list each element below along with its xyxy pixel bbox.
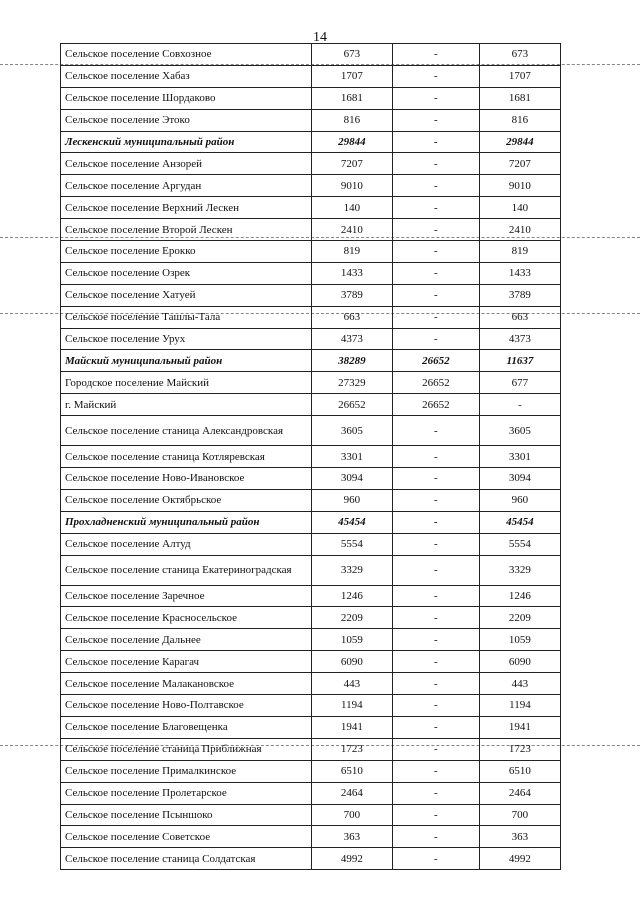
settlement-name-cell: Сельское поселение Заречное [61,585,312,607]
district-row [61,511,561,533]
settlement-name-cell: Сельское поселение Верхний Лескен [61,197,312,219]
rural-cell: 29844 [479,131,560,153]
table-row [61,738,561,760]
total-cell: 1681 [311,87,392,109]
total-cell: 6510 [311,760,392,782]
table-row [61,306,561,328]
urban-cell: - [392,782,479,804]
rural-cell: 140 [479,197,560,219]
rural-cell: 363 [479,826,560,848]
urban-cell: - [392,489,479,511]
table-row [61,804,561,826]
urban-cell: - [392,131,479,153]
settlement-name-cell: Сельское поселение Хабаз [61,65,312,87]
urban-cell: - [392,306,479,328]
table-row [61,87,561,109]
table-row [61,607,561,629]
total-cell: 1059 [311,629,392,651]
table-row [61,555,561,585]
total-cell: 1723 [311,738,392,760]
urban-cell: - [392,109,479,131]
total-cell: 700 [311,804,392,826]
rural-cell: 1681 [479,87,560,109]
settlement-name-cell: Сельское поселение Озрек [61,262,312,284]
settlement-name-cell: Сельское поселение Шордаково [61,87,312,109]
settlement-name-cell: Сельское поселение станица Екатериноградская [61,555,312,585]
table-row [61,372,561,394]
rural-cell: 673 [479,44,560,66]
urban-cell: - [392,607,479,629]
settlement-name-cell: Сельское поселение Алтуд [61,533,312,555]
table-row [61,585,561,607]
total-cell: 1433 [311,262,392,284]
urban-cell: - [392,262,479,284]
total-cell: 29844 [311,131,392,153]
total-cell: 663 [311,306,392,328]
rural-cell: 3789 [479,284,560,306]
rural-cell: 700 [479,804,560,826]
settlement-name-cell: Сельское поселение Анзорей [61,153,312,175]
rural-cell: 960 [479,489,560,511]
page-number: 14 [313,30,327,45]
urban-cell: - [392,585,479,607]
settlement-name-cell: Сельское поселение Карагач [61,651,312,673]
urban-cell: - [392,65,479,87]
population-table [60,43,561,870]
urban-cell: - [392,284,479,306]
total-cell: 2464 [311,782,392,804]
total-cell: 45454 [311,511,392,533]
total-cell: 1707 [311,65,392,87]
rural-cell: 45454 [479,511,560,533]
total-cell: 3329 [311,555,392,585]
table-row [61,262,561,284]
rural-cell: 9010 [479,175,560,197]
settlement-name-cell: Сельское поселение Совхозное [61,44,312,66]
settlement-name-cell: Сельское поселение станица Котляревская [61,446,312,468]
urban-cell: - [392,738,479,760]
total-cell: 26652 [311,394,392,416]
rural-cell: 6510 [479,760,560,782]
settlement-name-cell: Сельское поселение Дальнее [61,629,312,651]
rural-cell: 3605 [479,416,560,446]
table-row [61,533,561,555]
district-row [61,131,561,153]
settlement-name-cell: Сельское поселение Ташлы-Тала [61,306,312,328]
urban-cell: - [392,446,479,468]
settlement-name-cell: Сельское поселение Благовещенка [61,716,312,738]
settlement-name-cell: Прохладненский муниципальный район [61,511,312,533]
urban-cell: - [392,651,479,673]
table-row [61,175,561,197]
settlement-name-cell: Сельское поселение Ново-Полтавское [61,695,312,717]
settlement-name-cell: Сельское поселение Хатуей [61,284,312,306]
urban-cell: - [392,328,479,350]
district-row [61,350,561,372]
urban-cell: - [392,804,479,826]
settlement-name-cell: Сельское поселение Ерокко [61,241,312,263]
settlement-name-cell: Сельское поселение станица Александровская [61,416,312,446]
total-cell: 2410 [311,219,392,241]
table-body [61,44,561,870]
table-row [61,489,561,511]
table-row [61,468,561,490]
rural-cell: 819 [479,241,560,263]
rural-cell: 11637 [479,350,560,372]
total-cell: 7207 [311,153,392,175]
total-cell: 1246 [311,585,392,607]
settlement-name-cell: Сельское поселение Урух [61,328,312,350]
table-row [61,44,561,66]
table-row [61,153,561,175]
rural-cell: 2410 [479,219,560,241]
total-cell: 9010 [311,175,392,197]
rural-cell: 816 [479,109,560,131]
table-row [61,65,561,87]
settlement-name-cell: Сельское поселение Малакановское [61,673,312,695]
table-row [61,673,561,695]
total-cell: 27329 [311,372,392,394]
rural-cell: 443 [479,673,560,695]
settlement-name-cell: Сельское поселение Этоко [61,109,312,131]
table-row [61,241,561,263]
table-row [61,716,561,738]
urban-cell: - [392,695,479,717]
table-row [61,695,561,717]
table-row [61,416,561,446]
total-cell: 5554 [311,533,392,555]
rural-cell: 1246 [479,585,560,607]
urban-cell: - [392,760,479,782]
settlement-name-cell: Сельское поселение станица Солдатская [61,848,312,870]
settlement-name-cell: Сельское поселение Ново-Ивановское [61,468,312,490]
table-row [61,826,561,848]
urban-cell: - [392,848,479,870]
total-cell: 3301 [311,446,392,468]
total-cell: 140 [311,197,392,219]
settlement-name-cell: Сельское поселение Пролетарское [61,782,312,804]
total-cell: 3789 [311,284,392,306]
rural-cell: 1433 [479,262,560,284]
rural-cell: 2209 [479,607,560,629]
total-cell: 1941 [311,716,392,738]
total-cell: 816 [311,109,392,131]
urban-cell: - [392,175,479,197]
urban-cell: - [392,219,479,241]
total-cell: 363 [311,826,392,848]
total-cell: 4992 [311,848,392,870]
total-cell: 3605 [311,416,392,446]
settlement-name-cell: Сельское поселение Красносельское [61,607,312,629]
settlement-name-cell: Сельское поселение Октябрьское [61,489,312,511]
urban-cell: - [392,87,479,109]
rural-cell: 6090 [479,651,560,673]
settlement-name-cell: Сельское поселение Советское [61,826,312,848]
total-cell: 443 [311,673,392,695]
rural-cell: 3094 [479,468,560,490]
rural-cell: 3301 [479,446,560,468]
rural-cell: 3329 [479,555,560,585]
urban-cell: - [392,153,479,175]
rural-cell: 4992 [479,848,560,870]
settlement-name-cell: Лескенский муниципальный район [61,131,312,153]
urban-cell: - [392,533,479,555]
total-cell: 673 [311,44,392,66]
table-row [61,629,561,651]
settlement-name-cell: Городское поселение Майский [61,372,312,394]
urban-cell: - [392,241,479,263]
table-row [61,284,561,306]
table-row [61,848,561,870]
total-cell: 2209 [311,607,392,629]
total-cell: 819 [311,241,392,263]
rural-cell: 4373 [479,328,560,350]
urban-cell: - [392,673,479,695]
rural-cell: 2464 [479,782,560,804]
urban-cell: 26652 [392,350,479,372]
table-row [61,760,561,782]
table-row [61,446,561,468]
rural-cell: 677 [479,372,560,394]
urban-cell: - [392,197,479,219]
total-cell: 960 [311,489,392,511]
rural-cell: 1194 [479,695,560,717]
table-row [61,197,561,219]
rural-cell: 7207 [479,153,560,175]
urban-cell: - [392,44,479,66]
total-cell: 6090 [311,651,392,673]
settlement-name-cell: г. Майский [61,394,312,416]
total-cell: 1194 [311,695,392,717]
rural-cell: 1707 [479,65,560,87]
urban-cell: - [392,555,479,585]
urban-cell: - [392,468,479,490]
rural-cell: 1723 [479,738,560,760]
table-row [61,651,561,673]
urban-cell: - [392,716,479,738]
settlement-name-cell: Сельское поселение Прималкинское [61,760,312,782]
table-row [61,219,561,241]
total-cell: 38289 [311,350,392,372]
urban-cell: 26652 [392,372,479,394]
table-row [61,109,561,131]
settlement-name-cell: Сельское поселение Второй Лескен [61,219,312,241]
settlement-name-cell: Сельское поселение Псыншоко [61,804,312,826]
urban-cell: - [392,416,479,446]
table-row [61,328,561,350]
urban-cell: - [392,826,479,848]
rural-cell: 5554 [479,533,560,555]
rural-cell: - [479,394,560,416]
table-row [61,782,561,804]
table-row [61,394,561,416]
settlement-name-cell: Сельское поселение станица Приближная [61,738,312,760]
settlement-name-cell: Майский муниципальный район [61,350,312,372]
settlement-name-cell: Сельское поселение Аргудан [61,175,312,197]
total-cell: 4373 [311,328,392,350]
rural-cell: 1059 [479,629,560,651]
urban-cell: - [392,511,479,533]
rural-cell: 1941 [479,716,560,738]
urban-cell: 26652 [392,394,479,416]
total-cell: 3094 [311,468,392,490]
rural-cell: 663 [479,306,560,328]
urban-cell: - [392,629,479,651]
